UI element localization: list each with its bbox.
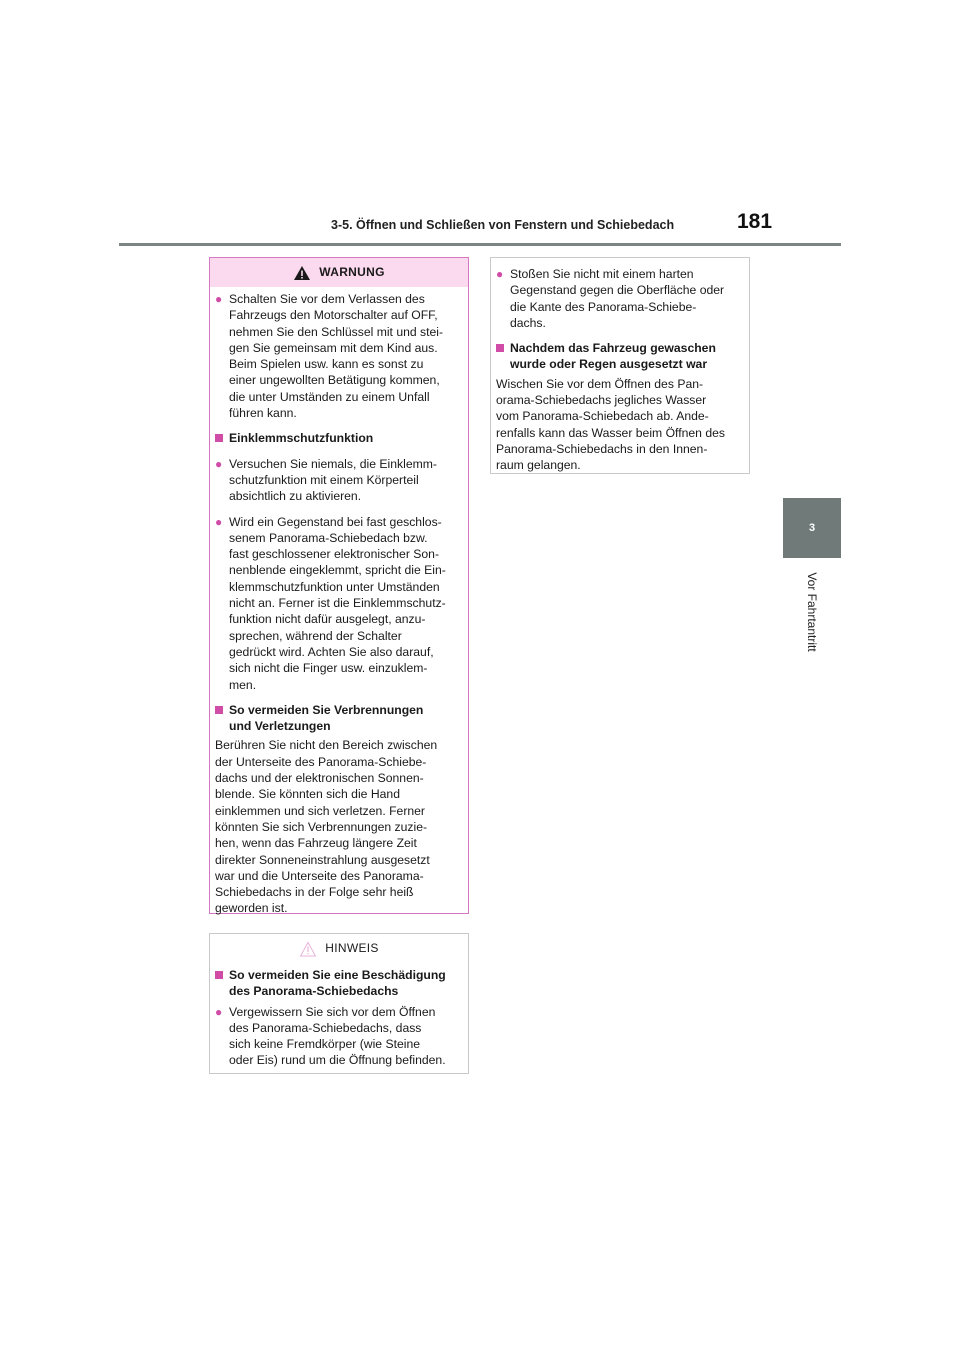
page-number: 181 — [737, 210, 773, 233]
item-text: Wird ein Gegenstand bei fast geschlos- senem Panorama-Schiebedach bzw. fast geschlossener elektronischer Son- nenblende eingeklemmt, spricht die Ein- klemmschutzfunktion unter Umständen nicht an. Ferner ist die Einklemmschutz- funktion nicht dafür ausgelegt, anzu- sprechen, während der Schalter gedrückt wird. Achten Sie also darauf, sich nicht die Finger usw. einzuklem- men. — [229, 514, 446, 692]
caution-triangle-icon — [299, 941, 317, 957]
bullet-icon: ● — [215, 514, 223, 529]
warning-triangle-icon — [293, 265, 311, 281]
bullet-icon: ● — [215, 456, 223, 471]
section-title: 3-5. Öffnen und Schließen von Fenstern und Schiebedach — [331, 218, 675, 232]
chapter-tab: 3 — [783, 498, 841, 558]
subheading-text: Nachdem das Fahrzeug gewaschen wurde oder Regen ausgesetzt war — [510, 341, 716, 372]
bullet-icon: ● — [496, 267, 504, 281]
paragraph: Wischen Sie vor dem Öffnen des Pan- orama-Schiebedachs jegliches Wasser vom Panorama-Schiebedach ab. Ande- renfalls kann das Wasser beim Öffnen des Panorama-Schiebedachs in den Innen- raum gelangen. — [496, 376, 725, 473]
bullet-icon: ● — [215, 1004, 223, 1019]
warning-title: WARNUNG — [319, 265, 385, 280]
list-item — [215, 291, 462, 421]
continued-box — [490, 257, 750, 474]
subheading-text: So vermeiden Sie eine Beschädigung des Panorama-Schiebedachs — [229, 968, 446, 999]
item-text: Versuchen Sie niemals, die Einklemm- schutzfunktion mit einem Körperteil absichtlich zu aktivieren. — [229, 456, 437, 504]
subheading-text: Einklemmschutzfunktion — [229, 431, 374, 446]
square-bullet-icon — [215, 967, 229, 1000]
square-bullet-icon — [215, 702, 229, 735]
item-text: Vergewissern Sie sich vor dem Öffnen des Panorama-Schiebedachs, dass sich keine Fremdkörper (wie Steine oder Eis) rund um die Öffnung befinden. — [229, 1004, 446, 1068]
note-box — [209, 933, 469, 1074]
subheading — [215, 967, 462, 1000]
item-text: Schalten Sie vor dem Verlassen des Fahrzeugs den Motorschalter auf OFF, nehmen Sie den Schlüssel mit und stei- gen Sie gemeinsam mit dem Kind aus. Beim Spielen usw. kann es sonst zu einer ungewollten Betätigung kommen, die unter Umständen zu einem Unfall führen kann. — [229, 292, 444, 421]
square-bullet-icon — [215, 430, 229, 446]
subheading — [215, 430, 462, 446]
list-item — [215, 514, 462, 693]
subheading-text: So vermeiden Sie Verbrennungen und Verletzungen — [229, 702, 424, 734]
note-title: HINWEIS — [325, 941, 379, 956]
warning-box — [209, 257, 469, 914]
square-bullet-icon — [496, 340, 510, 373]
chapter-label: Vor Fahrtantritt — [805, 572, 819, 652]
list-item — [215, 1004, 462, 1069]
bullet-icon: ● — [215, 292, 223, 306]
paragraph: Berühren Sie nicht den Bereich zwischen der Unterseite des Panorama-Schiebe- dachs und der elektronischen Sonnen- blende. Sie könnten sich die Hand einklemmen und sich verletzen. Ferner könnten Sie sich Verbrennungen zuzie- hen, wenn das Fahrzeug längere Zeit direkter Sonneneinstrahlung ausgesetzt war und die Unterseite des Panorama- Schiebedachs in der Folge sehr heiß geworden ist. — [215, 738, 438, 916]
list-item — [215, 456, 462, 505]
header-rule — [119, 243, 841, 246]
subheading — [496, 340, 743, 373]
list-item — [496, 266, 743, 331]
warning-header — [210, 258, 468, 287]
item-text: Stoßen Sie nicht mit einem harten Gegenstand gegen die Oberfläche oder die Kante des Panorama-Schiebe- dachs. — [510, 267, 725, 330]
note-header — [210, 934, 468, 963]
subheading — [215, 702, 462, 735]
